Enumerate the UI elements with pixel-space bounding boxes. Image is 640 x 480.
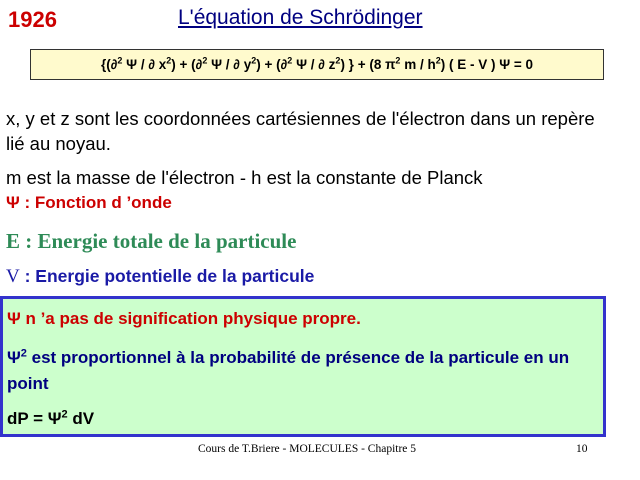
v-text: : Energie potentielle de la particule	[19, 266, 315, 286]
potential-energy-definition	[6, 266, 314, 288]
formula-left: dP = Ψ	[7, 409, 62, 428]
eq-exponent: 2	[395, 55, 401, 66]
note-line-2-text: est proportionnel à la probabilité de présence de la particule en un point	[7, 348, 570, 393]
coordinates-text: x, y et z sont les coordonnées cartésiennes de l'électron dans un repère lié au noyau.	[6, 108, 595, 154]
page-number: 10	[576, 443, 588, 455]
psi-exponent: 2	[20, 347, 27, 360]
year-label: 1926	[8, 7, 57, 32]
eq-part: ) } + (8 π	[340, 57, 396, 72]
eq-part: Ψ / ∂ z	[292, 57, 336, 72]
v-symbol: V	[6, 266, 20, 287]
eq-part: Ψ / ∂ x	[122, 57, 167, 72]
eq-part: ) + (∂	[171, 57, 203, 72]
psi-symbol: Ψ	[7, 348, 21, 367]
mass-planck-text: m est la masse de l'électron - h est la constante de Planck	[6, 167, 483, 188]
eq-exponent: 2	[435, 55, 441, 66]
note-line-1: Ψ n ’a pas de signification physique propre.	[7, 309, 361, 328]
psi-definition: Ψ : Fonction d ’onde	[6, 193, 172, 212]
page-title: L'équation de Schrödinger	[178, 6, 423, 29]
energy-definition: E : Energie totale de la particule	[6, 229, 297, 253]
eq-exponent: 2	[335, 55, 341, 66]
eq-part: m / h	[400, 57, 436, 72]
eq-exponent: 2	[117, 55, 123, 66]
eq-part: Ψ / ∂ y	[207, 57, 252, 72]
equation-box	[30, 49, 604, 80]
formula-exponent: 2	[61, 408, 68, 421]
eq-part: {(∂	[100, 57, 118, 72]
footer-text: Cours de T.Briere - MOLECULES - Chapitre 5	[198, 443, 417, 455]
eq-exponent: 2	[202, 55, 208, 66]
eq-exponent: 2	[166, 55, 172, 66]
eq-part: ) + (∂	[256, 57, 288, 72]
probability-formula	[7, 409, 94, 429]
eq-exponent: 2	[251, 55, 257, 66]
note-line-2	[7, 345, 597, 397]
formula-right: dV	[67, 409, 95, 428]
eq-exponent: 2	[287, 55, 293, 66]
eq-part: ) ( E - V ) Ψ = 0	[440, 57, 534, 72]
